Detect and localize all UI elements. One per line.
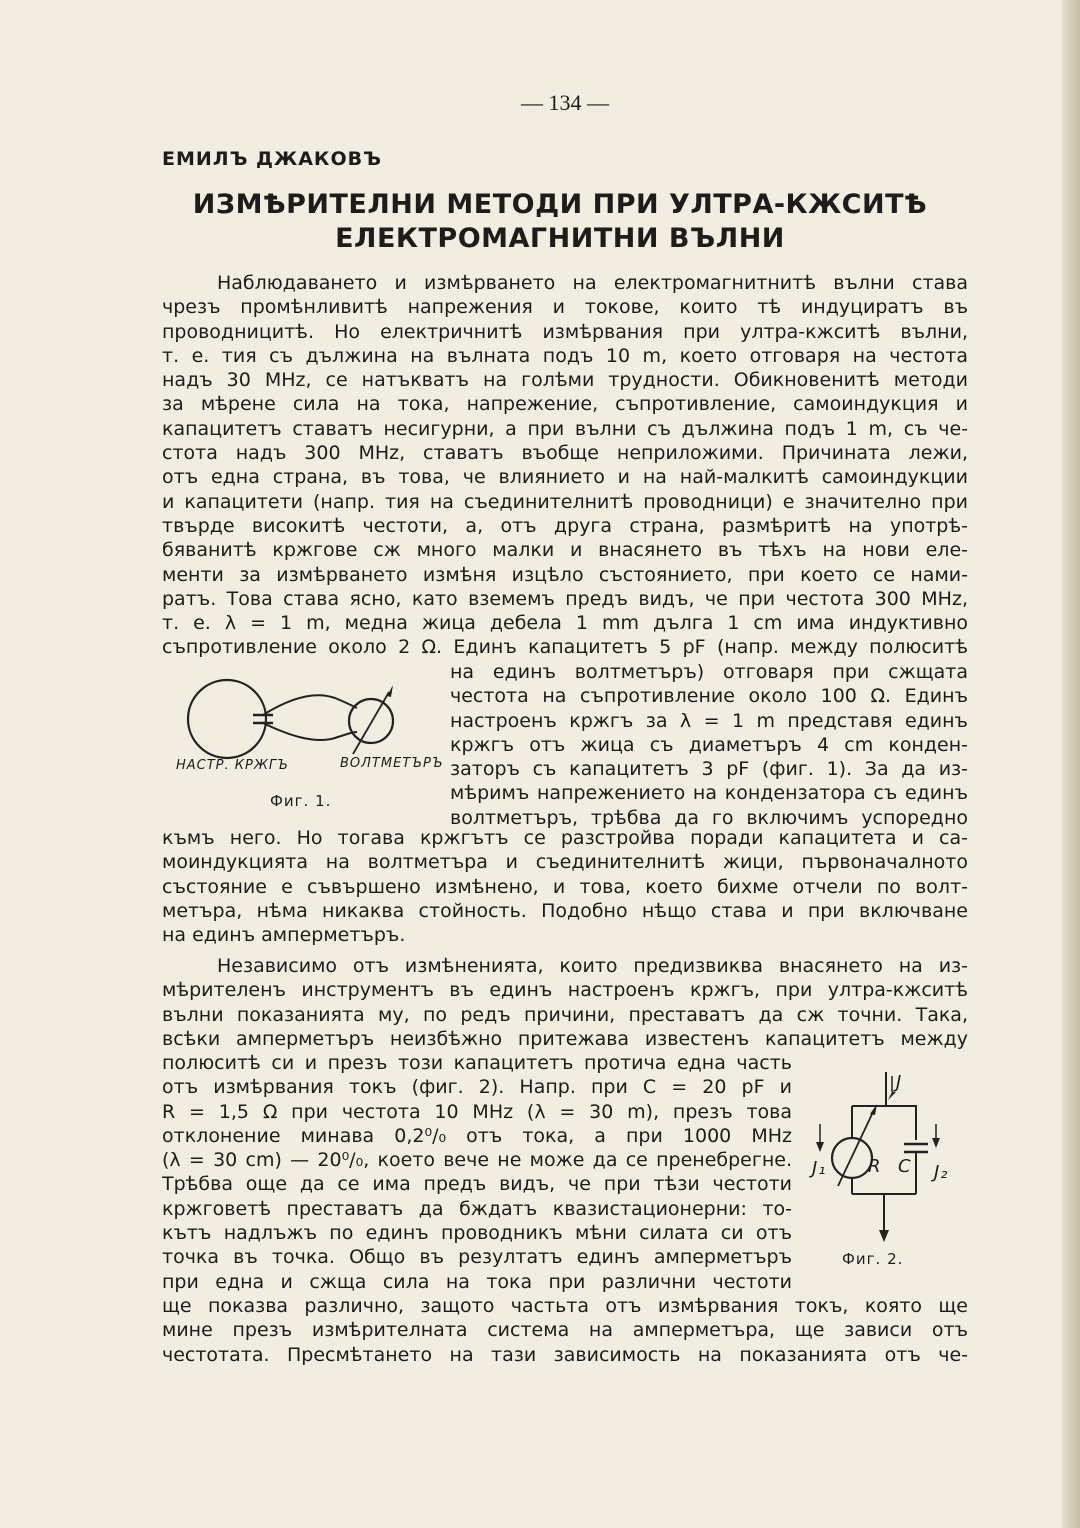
figure-2-ammeter-circuit xyxy=(808,1068,968,1248)
paragraph-1-side xyxy=(450,660,968,830)
paragraph-2-top xyxy=(162,954,968,1051)
text-line: капацитетъ ставатъ несигурни, а при вълни съ дължина подъ 1 m, съ че- xyxy=(162,417,968,440)
figure-2-caption: Фиг. 2. xyxy=(842,1250,904,1268)
text-line: вълни показанията му, по редъ причини, преставатъ да сж точни. Така, xyxy=(162,1003,968,1026)
figure-2-label-r: R xyxy=(868,1156,882,1177)
figure-2-label-j: J xyxy=(896,1072,903,1093)
text-line: чрезъ промѣнливитѣ напрежения и токове, които тѣ индуциратъ въ xyxy=(162,296,968,319)
text-line: метъра, нѣма никаква стойность. Подобно нѣщо става и при включване xyxy=(162,899,968,922)
figure-1-label-left: НАСТР. КРЖГЪ xyxy=(176,758,289,773)
text-line: заторъ съ капацитетъ 3 pF (фиг. 1). За да из- xyxy=(450,758,968,781)
text-line: състояние е съвършено измѣнено, и това, което бихме отчели по волт- xyxy=(162,875,968,898)
page-number: — 134 — xyxy=(521,90,609,115)
article-title xyxy=(120,188,1000,256)
text-line: кътъ надлъжъ по единъ проводникъ мѣни силата си отъ xyxy=(162,1222,792,1245)
text-line: отъ измѣрвания токъ (фиг. 2). Напр. при C = 20 pF и xyxy=(162,1076,792,1099)
text-line: Независимо отъ измѣненията, които предизвиква внасянето на из- xyxy=(217,955,968,977)
figure-1-caption: Фиг. 1. xyxy=(270,792,332,810)
figure-1-label-right: ВОЛТМЕТЪРЪ xyxy=(340,756,444,771)
text-line: стота надъ 300 MHz, ставатъ въобще неприложими. Причината лежи, xyxy=(162,442,968,465)
text-line: (λ = 30 cm) — 20⁰/₀, което вече не може да се пренебрегне. xyxy=(162,1149,792,1172)
text-line: и капацитети (напр. тия на съединителнитѣ проводници) е значително при xyxy=(162,490,968,513)
figure-2-label-j1: J₁ xyxy=(812,1158,827,1179)
text-line: честота на съпротивление около 100 Ω. Единъ xyxy=(450,685,968,708)
text-line: мѣримъ напрежението на кондензатора съ единъ xyxy=(450,782,968,805)
text-line: волтметъръ, трѣбва да го включимъ успоредно xyxy=(450,806,968,829)
text-line: отъ една страна, въ това, че влиянието и на най-малкитѣ самоиндукции xyxy=(162,466,968,489)
text-line: мѣрителенъ инструментъ въ единъ настроенъ кржгъ, при ултра-кжситѣ xyxy=(162,979,968,1002)
text-line: моиндукцията на волтметъра и съединителнитѣ жици, първоначалното xyxy=(162,851,968,874)
text-line: кржговетѣ преставатъ да бждатъ квазистационерни: то- xyxy=(162,1197,792,1220)
text-line: надъ 30 MHz, се натъкватъ на голѣми трудности. Обикновенитѣ методи xyxy=(162,369,968,392)
text-line: при една и сжща сила на тока при различни честоти xyxy=(162,1270,792,1293)
figure-2-label-j2: J₂ xyxy=(934,1162,949,1183)
text-line: R = 1,5 Ω при честота 10 MHz (λ = 30 m), презъ това xyxy=(162,1100,792,1123)
text-line: ратъ. Това става ясно, като вземемъ предъ видъ, че при честота 300 MHz, xyxy=(162,587,968,610)
title-line: ИЗМѢРИТЕЛНИ МЕТОДИ ПРИ УЛТРА-КЖСИТѢ xyxy=(192,189,928,220)
text-line: съпротивление около 2 Ω. Единъ капацитетъ 5 pF (напр. между полюситѣ xyxy=(162,636,968,659)
paragraph-2-bottom xyxy=(162,1294,968,1367)
figure-2-label-c: C xyxy=(898,1156,912,1177)
text-line: Наблюдаването и измѣрването на електромагнитнитѣ вълни става xyxy=(217,272,968,294)
author-name: ЕМИЛЪ ДЖАКОВЪ xyxy=(162,148,382,170)
text-line: на единъ волтметъръ) отговаря при сжщата xyxy=(450,661,968,683)
text-line: отклонение минава 0,2⁰/₀ отъ тока, а при 1000 MHz xyxy=(162,1124,792,1147)
text-line: т. е. тия съ дължина на вълната подъ 10 m, което отговаря на честота xyxy=(162,344,968,367)
paragraph-1-bottom xyxy=(162,826,968,947)
text-line: настроенъ кржгъ за λ = 1 m представя единъ xyxy=(450,709,968,732)
paragraph-2-side xyxy=(162,1051,792,1294)
text-line: т. е. λ = 1 m, медна жица дебела 1 mm дълга 1 cm има индуктивно xyxy=(162,612,968,635)
text-line: полюситѣ си и презъ този капацитетъ протича една часть xyxy=(162,1052,792,1074)
text-line: ще показва различно, защото частьта отъ измѣрвания токъ, която ще xyxy=(162,1295,968,1317)
text-line: мине презъ измѣрителната система на амперметъра, ще зависи отъ xyxy=(162,1319,968,1342)
text-line: за мѣрене сила на тока, напрежение, съпротивление, самоиндукция и xyxy=(162,393,968,416)
title-line: ЕЛЕКТРОМАГНИТНИ ВЪЛНИ xyxy=(335,223,785,254)
text-line: на единъ амперметъръ. xyxy=(162,924,406,947)
text-line: Трѣбва още да се има предъ видъ, че при тѣзи честоти xyxy=(162,1173,792,1196)
paragraph-1-top xyxy=(162,271,968,660)
text-line: твърде високитѣ честоти, а, отъ друга страна, размѣритѣ на употрѣ- xyxy=(162,514,968,537)
text-line: менти за измѣрването измѣня изцѣло състоянието, при което се нами- xyxy=(162,563,968,586)
text-line: точка въ точка. Общо въ резултатъ единъ амперметъръ xyxy=(162,1246,792,1269)
text-line: проводницитѣ. Но електричнитѣ измѣрвания при ултра-кжситѣ вълни, xyxy=(162,320,968,343)
text-line: всѣки амперметъръ неизбѣжно притежава известенъ капацитетъ между xyxy=(162,1027,968,1050)
text-line: къмъ него. Но тогава кржгътъ се разстройва поради капацитета и са- xyxy=(162,827,968,849)
text-line: честотата. Пресмѣтането на тази зависимость на показанията отъ че- xyxy=(162,1343,968,1366)
page-edge xyxy=(1062,0,1080,1528)
text-line: кржгъ отъ жица съ диаметъръ 4 cm конден- xyxy=(450,733,968,756)
text-line: бяванитѣ кржгове сж много малки и внасянето въ тѣхъ на нови еле- xyxy=(162,539,968,562)
